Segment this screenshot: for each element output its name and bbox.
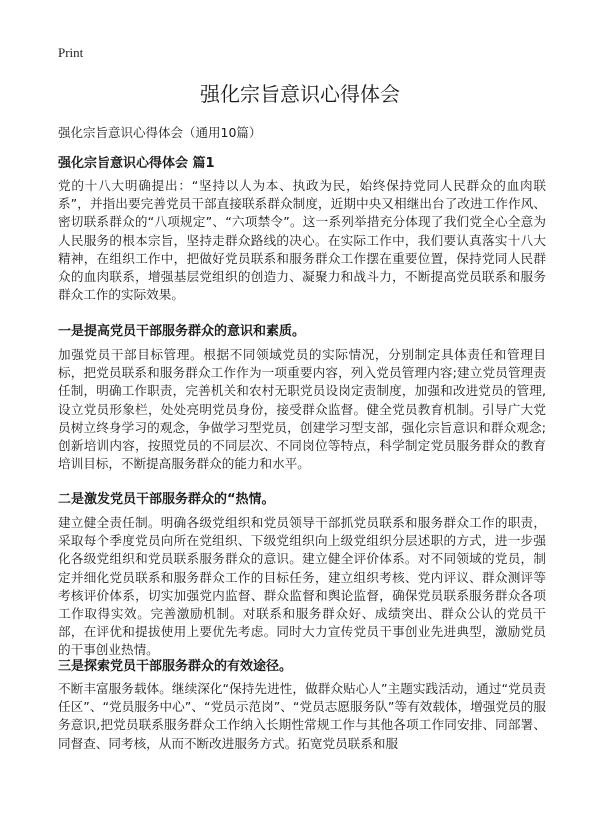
article-heading: 强化宗旨意识心得体会 篇1 — [58, 156, 215, 171]
intro-paragraph: 党的十八大明确提出：“坚持以人为本、执政为民，始终保持党同人民群众的血肉联系”，并指出要完善党员干部直接联系群众制度，近期中央又相继出台了改进工作作风、密切联系群众的“八项规定”、“六项禁令”。这一系列举措充分体现了我们党全心全意为人民服务的根本宗旨，坚持走群众路线的决心。在实际工作中，我们要认真落实十八大精神，在组织工作中，把做好党员联系和服务群众工作摆在重要位置，保持党同人民群众的血肉联系，增强基层党组织的创造力、凝聚力和战斗力，不断提高党员联系和服务群众工作的实际效果。 — [58, 178, 546, 303]
section-2-paragraph: 建立健全责任制。明确各级党组织和党员领导干部抓党员联系和服务群众工作的职责，采取每个季度党员向所在党组织、下级党组织向上级党组织分层述职的方式，进一步强化各级党组织和党员联系服务群众的意识。建立健全评价体系。对不同领域的党员，制定并细化党员联系和服务群众工作的目标任务，建立组织考核、党内评议、群众测评等考核评价体系，切实加强党内监督、群众监督和舆论监督，确保党员联系服务群众各项工作取得实效。完善激励机制。对联系和服务群众好、成绩突出、群众公认的党员干部，在评优和提拔使用上要优先考虑。同时大力宣传党员干事创业先进典型，激励党员的干事创业热情。 — [58, 515, 546, 658]
section-3-heading: 三是探索党员干部服务群众的有效途径。 — [58, 659, 293, 674]
section-2-heading: 二是激发党员干部服务群众的“热情。 — [58, 492, 275, 507]
doc-subtitle: 强化宗旨意识心得体会（通用10篇） — [58, 125, 262, 140]
section-3-paragraph: 不断丰富服务载体。继续深化“保持先进性，做群众贴心人”主题实践活动，通过“党员责任区”、“党员服务中心”、“党员示范岗”、“党员志愿服务队”等有效载体，增强党员的服务意识,把党员联系服务群众工作纳入长期性常规工作与其他各项工作同安排、同部署、同督查、同考核，从而不断改进服务方式。拓宽党员联系和服 — [58, 681, 546, 751]
section-1-heading: 一是提高党员干部服务群众的意识和素质。 — [58, 324, 306, 339]
page-title: 强化宗旨意识心得体会 — [200, 82, 400, 106]
print-link[interactable]: Print — [58, 45, 84, 60]
section-1-paragraph: 加强党员干部目标管理。根据不同领域党员的实际情况，分别制定具体责任和管理目标，把党员联系和服务群众工作作为一项重要内容，列入党员管理内容;建立党员管理责任制，明确工作职责，完善机关和农村无职党员设岗定责制度，加强和改进党员的管理,设立党员形象栏，处处亮明党员身份，接受群众监督。健全党员教育机制。引导广大党员树立终身学习的观念，争做学习型党员，创建学习型支部，强化宗旨意识和群众观念;创新培训内容，按照党员的不同层次、不同岗位等特点，科学制定党员服务群众的教育培训目标，不断提高服务群众的能力和水平。 — [58, 347, 546, 472]
